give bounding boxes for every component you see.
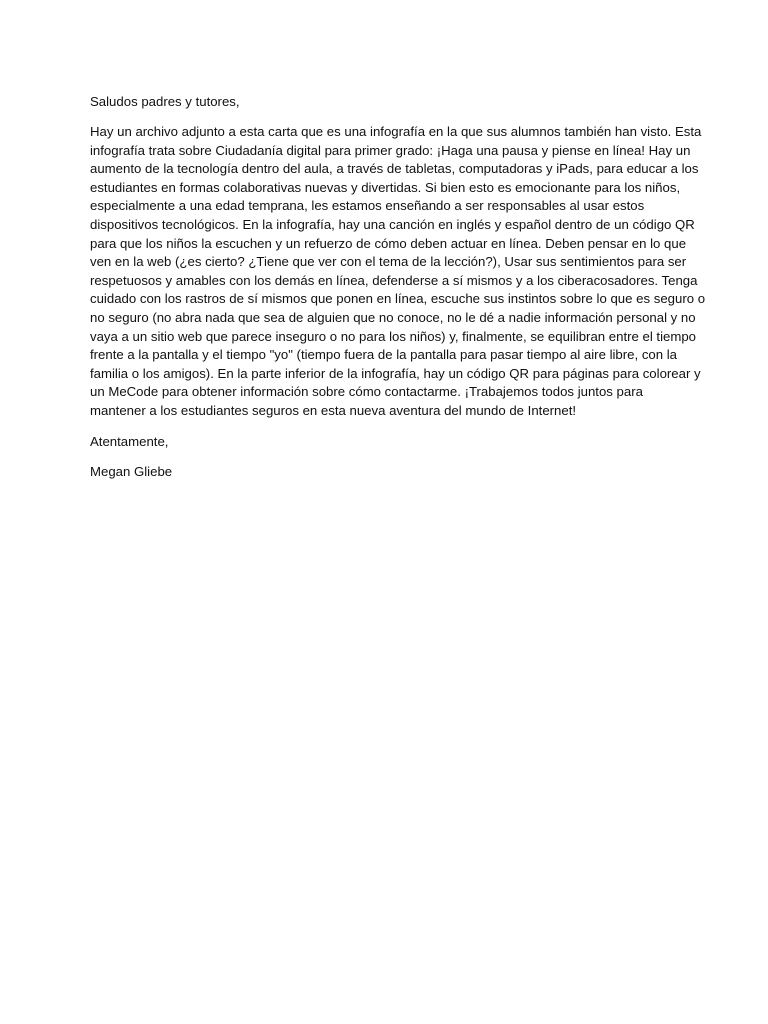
body-line: mantener a los estudiantes seguros en esta nueva aventura del mundo de Internet! <box>90 402 577 418</box>
body-line: aumento de la tecnología dentro del aula, a través de tabletas, computadoras y iPads, para educar a los <box>90 161 699 177</box>
body-line: dispositivos tecnológicos. En la infografía, hay una canción en inglés y español dentro de un código QR <box>90 216 695 232</box>
body-line: cuidado con los rastros de sí mismos que ponen en línea, escuche sus instintos sobre lo que es seguro o <box>90 291 706 307</box>
greeting: Saludos padres y tutores, <box>90 94 240 109</box>
closing: Atentamente, <box>90 433 169 449</box>
body-line: infografía trata sobre Ciudadanía digital para primer grado: ¡Haga una pausa y piense en línea! Hay un <box>90 142 691 158</box>
body-line: no seguro (no abra nada que sea de alguien que no conoce, no le dé a nadie información personal y no <box>90 309 696 325</box>
body-line: familia o los amigos). En la parte inferior de la infografía, hay un código QR para páginas para colorear y <box>90 365 701 381</box>
body-line: un MeCode para obtener información sobre cómo contactarme. ¡Trabajemos todos juntos para <box>90 384 643 400</box>
letter <box>90 93 706 481</box>
body-line: para que los niños la escuchen y un refuerzo de cómo deben actuar en línea. Deben pensar en lo que <box>90 235 687 251</box>
letter-body <box>90 123 706 421</box>
body-line: especialmente a una edad temprana, les estamos enseñando a ser responsables al usar estos <box>90 198 645 214</box>
body-line: frente a la pantalla y el tiempo "yo" (tiempo fuera de la pantalla para pasar tiempo al aire libre, con la <box>90 347 678 363</box>
body-line: Hay un archivo adjunto a esta carta que es una infografía en la que sus alumnos también han visto. Esta <box>90 124 702 139</box>
body-line: estudiantes en formas colaborativas nuevas y divertidas. Si bien esto es emocionante para los niños, <box>90 179 681 195</box>
body-line: ven en la web (¿es cierto? ¿Tiene que ver con el tema de la lección?), Usar sus sentimientos para ser <box>90 254 687 270</box>
body-line: respetuosos y amables con los demás en línea, defenderse a sí mismos y a los ciberacosadores. Tenga <box>90 272 698 288</box>
signature: Megan Gliebe <box>90 463 173 479</box>
body-line: vaya a un sitio web que parece inseguro o no para los niños) y, finalmente, se equilibran entre el tiempo <box>90 328 697 344</box>
